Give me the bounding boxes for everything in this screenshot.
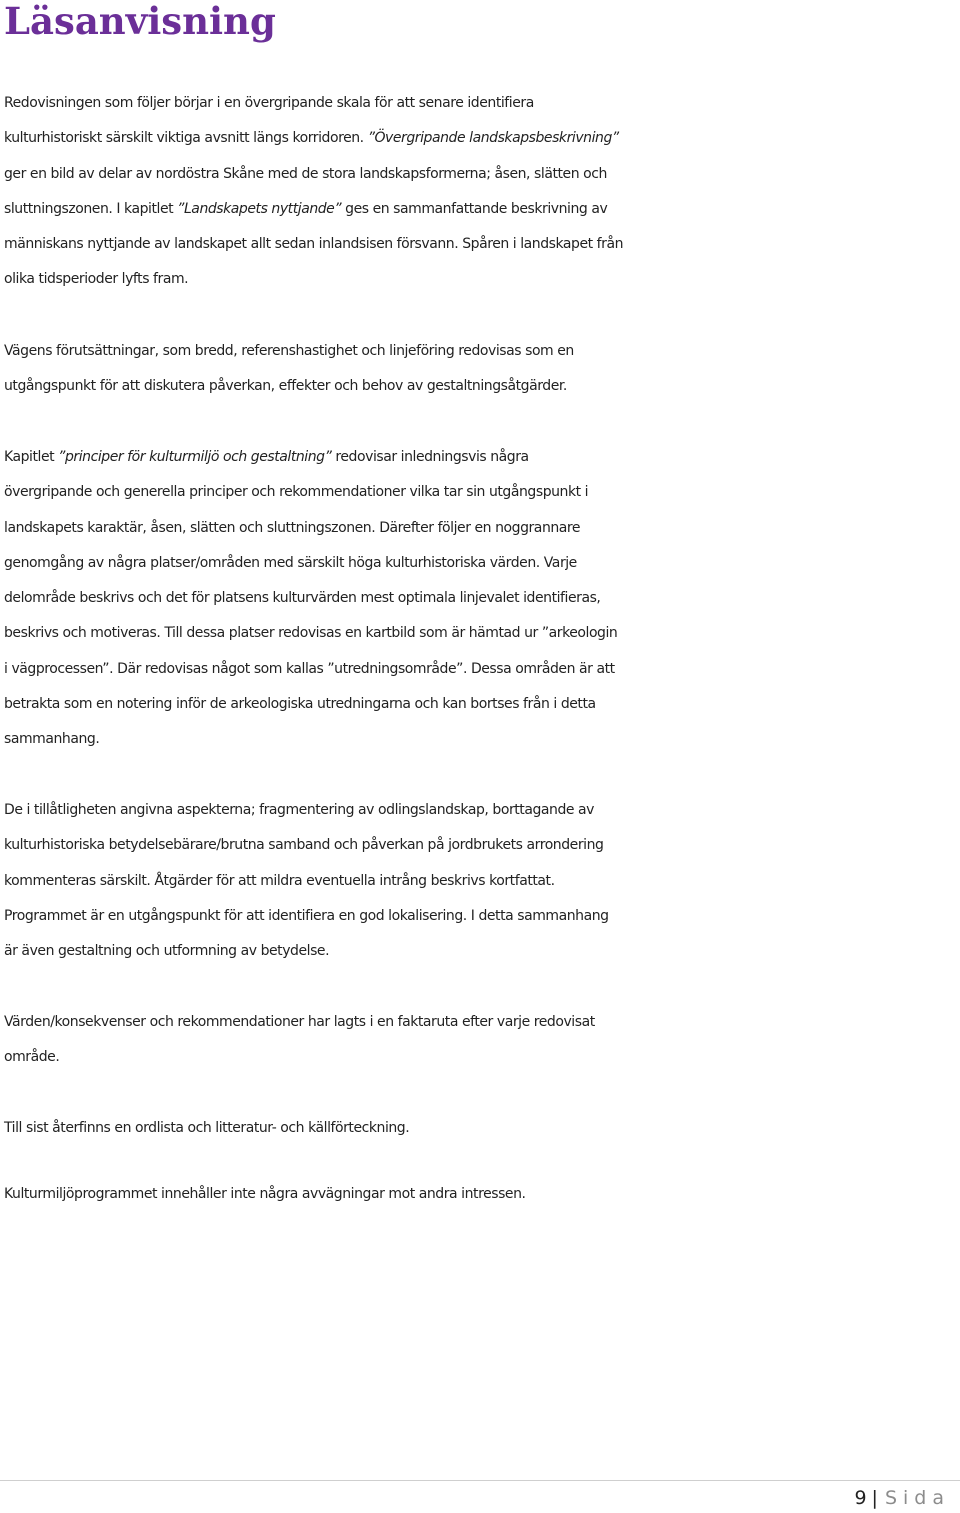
text-segment: Till sist återfinns en ordlista och litteratur- och källförteckning. [4,1120,410,1136]
text-segment: genomgång av några platser/områden med särskilt höga kulturhistoriska värden. Varje [4,554,577,571]
text-segment: ges en sammanfattande beskrivning av [341,200,608,217]
text-segment: delområde beskrivs och det för platsens kulturvärden mest optimala linjevalet identifieras, [4,590,601,607]
text-segment: område. [4,1049,60,1066]
paragraph-no-tradeoffs [4,1177,960,1212]
italic-text-segment: ”principer för kulturmiljö och gestaltning” [58,449,332,465]
text-segment: kulturhistoriskt särskilt viktiga avsnitt längs korridoren. [4,130,368,147]
text-line [4,793,960,828]
text-line [4,687,960,722]
text-line [4,652,960,687]
page-number: 9 [854,1487,867,1509]
text-line [4,511,960,546]
text-line [4,157,960,192]
paragraph-road-conditions [4,334,960,405]
text-segment: De i tillåtligheten angivna aspekterna; fragmentering av odlingslandskap, borttagande av [4,802,595,818]
paragraph-overview [4,86,960,298]
text-line [4,1177,960,1212]
text-segment: beskrivs och motiveras. Till dessa platser redovisas en kartbild som är hämtad ur ”arkeologin [4,625,618,642]
text-line [4,334,960,369]
text-segment: ger en bild av delar av nordöstra Skåne med de stora landskapsformerna; åsen, slätten och [4,165,607,182]
text-line [4,1040,960,1075]
text-line [4,440,960,475]
page-footer [854,1483,950,1513]
text-segment: landskapets karaktär, åsen, slätten och sluttningszonen. Därefter följer en noggrannare [4,519,581,536]
text-line [4,722,960,757]
text-segment: Redovisningen som följer börjar i en övergripande skala för att senare identifiera [4,95,534,111]
text-segment: Kapitlet [4,449,59,465]
italic-text-segment: ”Övergripande landskapsbeskrivning” [367,130,619,147]
text-line [4,1111,960,1146]
text-segment: är även gestaltning och utformning av betydelse. [4,943,330,960]
text-line [4,86,960,121]
text-segment: utgångspunkt för att diskutera påverkan, effekter och behov av gestaltningsåtgärder. [4,378,567,395]
paragraph-glossary [4,1111,960,1146]
text-line [4,1005,960,1040]
text-segment: övergripande och generella principer och rekommendationer vilka tar sin utgångspunkt i [4,484,589,501]
page-word: Sida [884,1487,950,1509]
paragraph-aspects [4,793,960,969]
footer-divider [0,1480,960,1481]
page-title: Läsanvisning [4,0,276,43]
text-segment: kommenteras särskilt. Åtgärder för att mildra eventuella intrång beskrivs kortfattat. [4,872,555,889]
paragraph-principles [4,440,960,758]
text-line [4,227,960,262]
text-segment: sammanhang. [4,731,100,748]
text-line [4,828,960,863]
text-segment: redovisar inledningsvis några [331,449,529,465]
text-segment: i vägprocessen”. Där redovisas något som kallas ”utredningsområde”. Dessa områden är att [4,660,615,677]
text-segment: olika tidsperioder lyfts fram. [4,271,189,288]
text-segment: Kulturmiljöprogrammet innehåller inte några avvägningar mot andra intressen. [4,1186,526,1202]
text-segment: människans nyttjande av landskapet allt sedan inlandsisen försvann. Spåren i landskapet från [4,236,624,253]
italic-text-segment: ”Landskapets nyttjande” [177,200,342,217]
text-line [4,616,960,651]
text-segment: betrakta som en notering inför de arkeologiska utredningarna och kan bortses från i detta [4,696,596,713]
text-line [4,121,960,156]
footer-separator: | [871,1487,878,1509]
text-line [4,475,960,510]
paragraph-recommendations [4,1005,960,1076]
text-line [4,934,960,969]
text-line [4,262,960,297]
text-segment: sluttningszonen. I kapitlet [4,200,178,217]
text-line [4,369,960,404]
text-line [4,864,960,899]
text-line [4,899,960,934]
text-segment: Programmet är en utgångspunkt för att identifiera en god lokalisering. I detta sammanhang [4,907,609,924]
text-line [4,581,960,616]
text-line [4,546,960,581]
text-segment: Värden/konsekvenser och rekommendationer har lagts i en faktaruta efter varje redovisat [4,1014,595,1030]
text-line [4,192,960,227]
text-segment: Vägens förutsättningar, som bredd, referenshastighet och linjeföring redovisas som en [4,343,574,359]
text-segment: kulturhistoriska betydelsebärare/brutna samband och påverkan på jordbrukets arrondering [4,837,604,854]
